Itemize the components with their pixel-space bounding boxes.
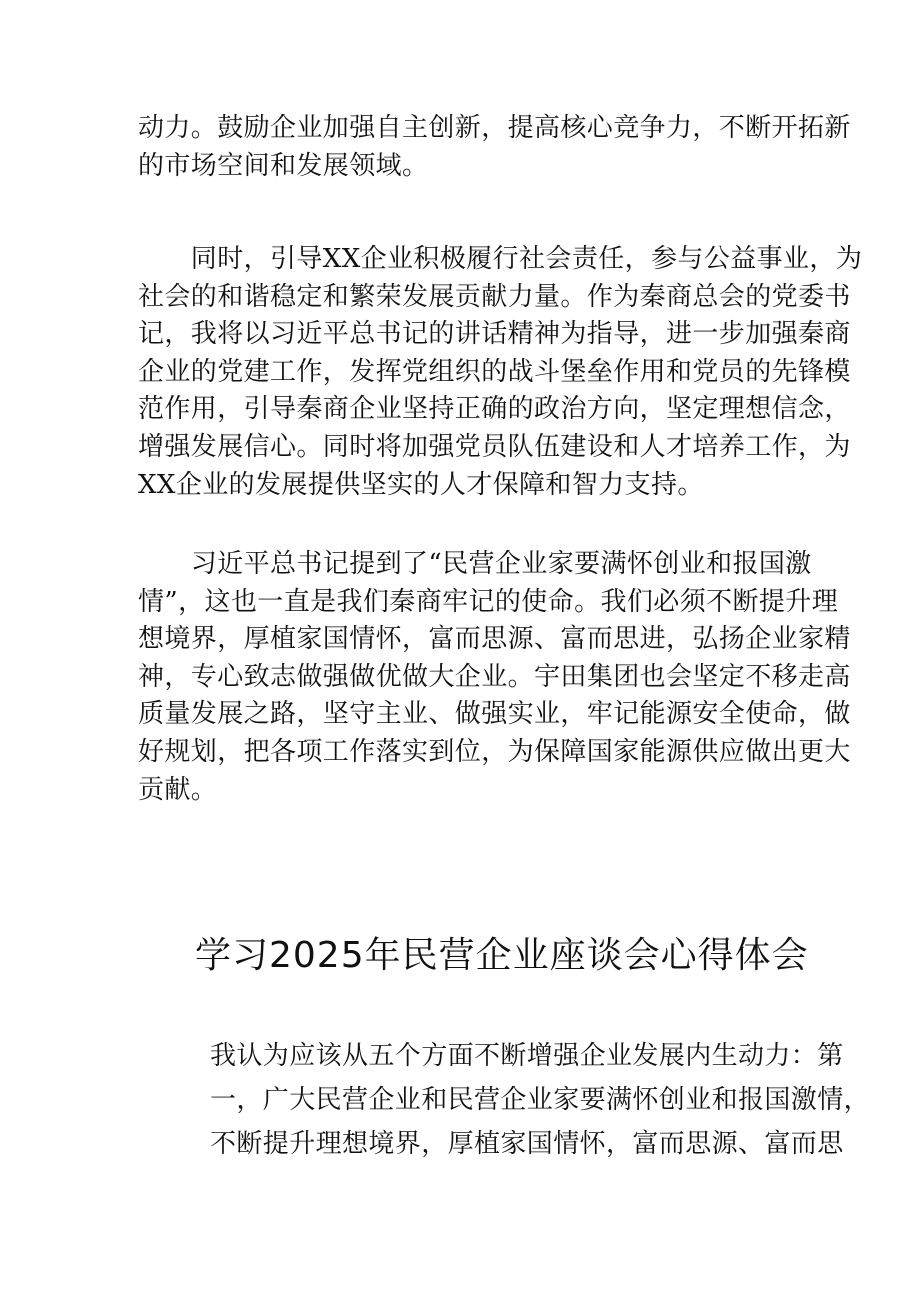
text-line: 情”，这也一直是我们秦商牢记的使命。我们必须不断提升理	[138, 586, 839, 617]
text-line: 记，我将以习近平总书记的讲话精神为指导，进一步加强秦商	[138, 319, 851, 350]
text-line: 动力。鼓励企业加强自主创新，提高核心竞争力，不断开拓新	[138, 113, 851, 143]
text-line: 我认为应该从五个方面不断增强企业发展内生动力：第	[210, 1041, 844, 1071]
text-line: 习近平总书记提到了“民营企业家要满怀创业和报国激	[138, 549, 812, 579]
text-line: 增强发展信心。同时将加强党员队伍建设和人才培养工作，为	[138, 431, 851, 462]
text-line: 好规划，把各项工作落实到位，为保障国家能源供应做出更大	[138, 736, 851, 767]
article-title: 学习2025年民营企业座谈会心得体会	[195, 935, 809, 976]
text-line: 社会的和谐稳定和繁荣发展贡献力量。作为秦商总会的党委书	[138, 281, 851, 312]
text-line: 神，专心致志做强做优做大企业。宇田集团也会坚定不移走高	[138, 661, 851, 692]
text-line: 范作用，引导秦商企业坚持正确的政治方向，坚定理想信念，	[138, 394, 851, 425]
text-line: 不断提升理想境界，厚植家国情怀，富而思源、富而思	[210, 1129, 844, 1159]
paragraph-mission	[138, 546, 851, 809]
paragraph-continuation	[138, 110, 851, 185]
text-line: 企业的党建工作，发挥党组织的战斗堡垒作用和党员的先锋模	[138, 356, 851, 387]
paragraph-article-opening	[210, 1034, 871, 1166]
text-line: 质量发展之路，坚守主业、做强实业，牢记能源安全使命，做	[138, 699, 851, 730]
text-line: 同时，引导XX企业积极履行社会责任，参与公益事业，为	[138, 244, 863, 274]
paragraph-social-responsibility	[138, 241, 863, 504]
text-line: 的市场空间和发展领域。	[138, 150, 429, 181]
text-line: XX企业的发展提供坚实的人才保障和智力支持。	[138, 469, 704, 500]
text-line: 想境界，厚植家国情怀，富而思源、富而思进，弘扬企业家精	[138, 624, 851, 655]
text-line: 贡献。	[138, 774, 218, 805]
text-line: 一，广大民营企业和民营企业家要满怀创业和报国激情，	[210, 1085, 871, 1115]
